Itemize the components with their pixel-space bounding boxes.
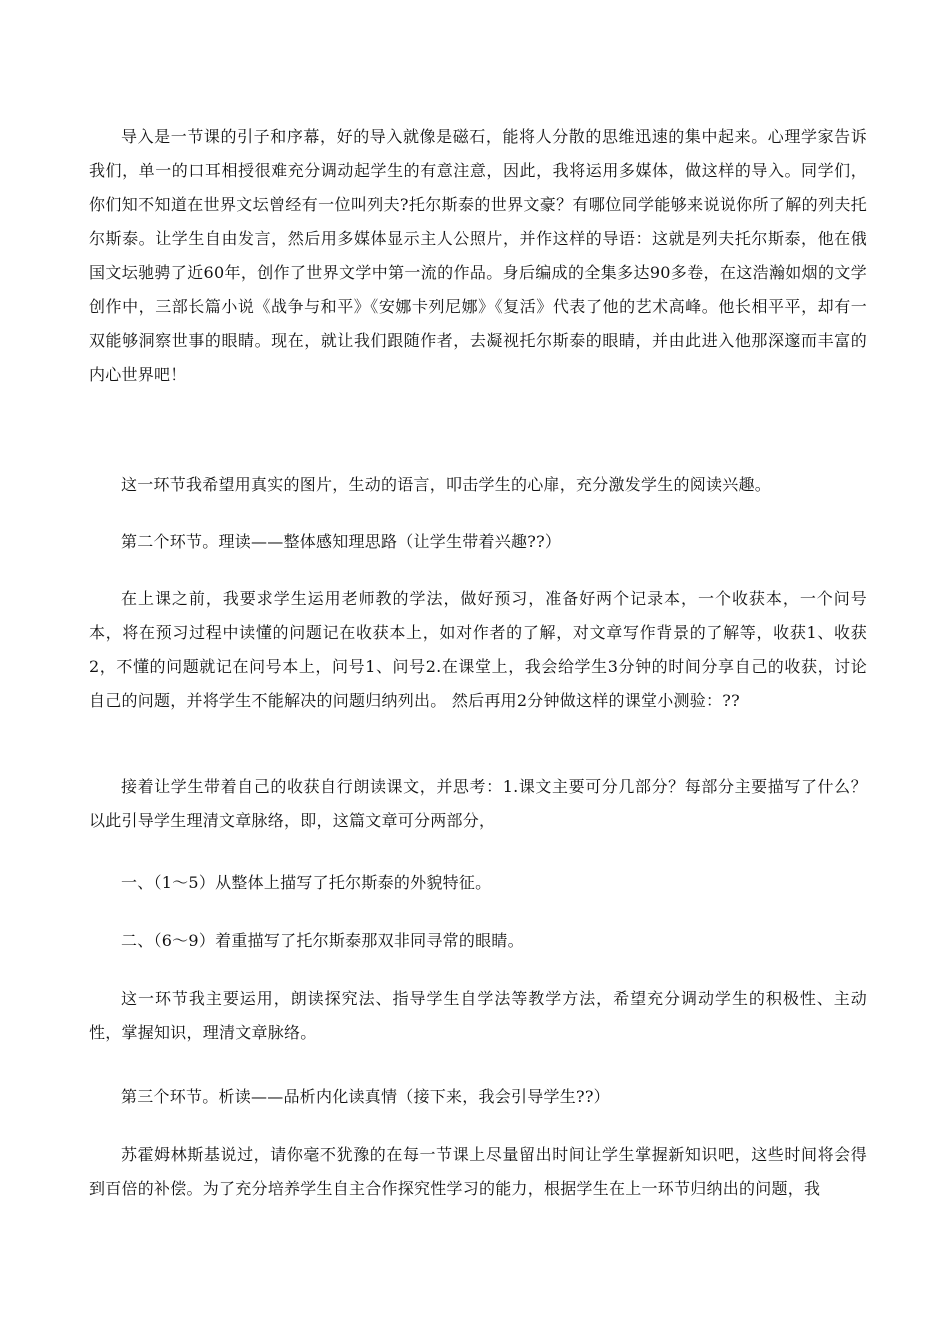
part-one-item: [89, 866, 867, 900]
quote-paragraph: [89, 1138, 867, 1206]
preview-paragraph: [89, 582, 867, 718]
intro-summary-paragraph: [89, 468, 867, 502]
section-two-heading-text: 第二个环节。理读——整体感知理思路（让学生带着兴趣??）: [121, 532, 562, 551]
section-two-heading: [89, 525, 867, 559]
part-two-item: [89, 924, 867, 958]
section-three-heading: [89, 1080, 867, 1114]
section-three-heading-text: 第三个环节。析读——品析内化读真情（接下来，我会引导学生??）: [121, 1087, 610, 1106]
method-paragraph: [89, 982, 867, 1050]
preview-paragraph-text: 在上课之前，我要求学生运用老师教的学法，做好预习，准备好两个记录本，一个收获本，一个问号本，将在预习过程中读懂的问题记在收获本上，如对作者的了解，对文章写作背景的了解等，收获1、收获2，不懂的问题就记在问号本上，问号1、问号2.在课堂上，我会给学生3分钟的时间分享自己的收获，讨论自己的问题，并将学生不能解决的问题归纳列出。 然后再用2分钟做这样的课堂小测验：??: [89, 589, 867, 710]
part-one-item-text: 一、（1～5）从整体上描写了托尔斯泰的外貌特征。: [121, 873, 492, 892]
intro-paragraph: [89, 120, 867, 392]
quote-paragraph-text: 苏霍姆林斯基说过，请你毫不犹豫的在每一节课上尽量留出时间让学生掌握新知识吧，这些时间将会得到百倍的补偿。为了充分培养学生自主合作探究性学习的能力，根据学生在上一环节归纳出的问题，我: [89, 1145, 867, 1198]
intro-summary-text: 这一环节我希望用真实的图片，生动的语言，叩击学生的心扉，充分激发学生的阅读兴趣。: [121, 475, 772, 494]
method-paragraph-text: 这一环节我主要运用，朗读探究法、指导学生自学法等教学方法，希望充分调动学生的积极性、主动性，掌握知识，理清文章脉络。: [89, 989, 867, 1042]
part-two-item-text: 二、（6～9）着重描写了托尔斯泰那双非同寻常的眼睛。: [121, 931, 524, 950]
reading-paragraph: [89, 770, 867, 838]
intro-paragraph-text: 导入是一节课的引子和序幕，好的导入就像是磁石，能将人分散的思维迅速的集中起来。心理学家告诉我们，单一的口耳相授很难充分调动起学生的有意注意，因此，我将运用多媒体，做这样的导入。同学们，你们知不知道在世界文坛曾经有一位叫列夫?托尔斯泰的世界文豪？有哪位同学能够来说说你所了解的列夫托尔斯泰。让学生自由发言，然后用多媒体显示主人公照片，并作这样的导语：这就是列夫托尔斯泰，他在俄国文坛驰骋了近60年，创作了世界文学中第一流的作品。身后编成的全集多达90多卷，在这浩瀚如烟的文学创作中，三部长篇小说《战争与和平》《安娜卡列尼娜》《复活》代表了他的艺术高峰。他长相平平，却有一双能够洞察世事的眼睛。现在，就让我们跟随作者，去凝视托尔斯泰的眼睛，并由此进入他那深邃而丰富的内心世界吧！: [89, 127, 867, 384]
reading-paragraph-text: 接着让学生带着自己的收获自行朗读课文，并思考：1.课文主要可分几部分？每部分主要描写了什么？以此引导学生理清文章脉络，即，这篇文章可分两部分，: [89, 777, 867, 830]
